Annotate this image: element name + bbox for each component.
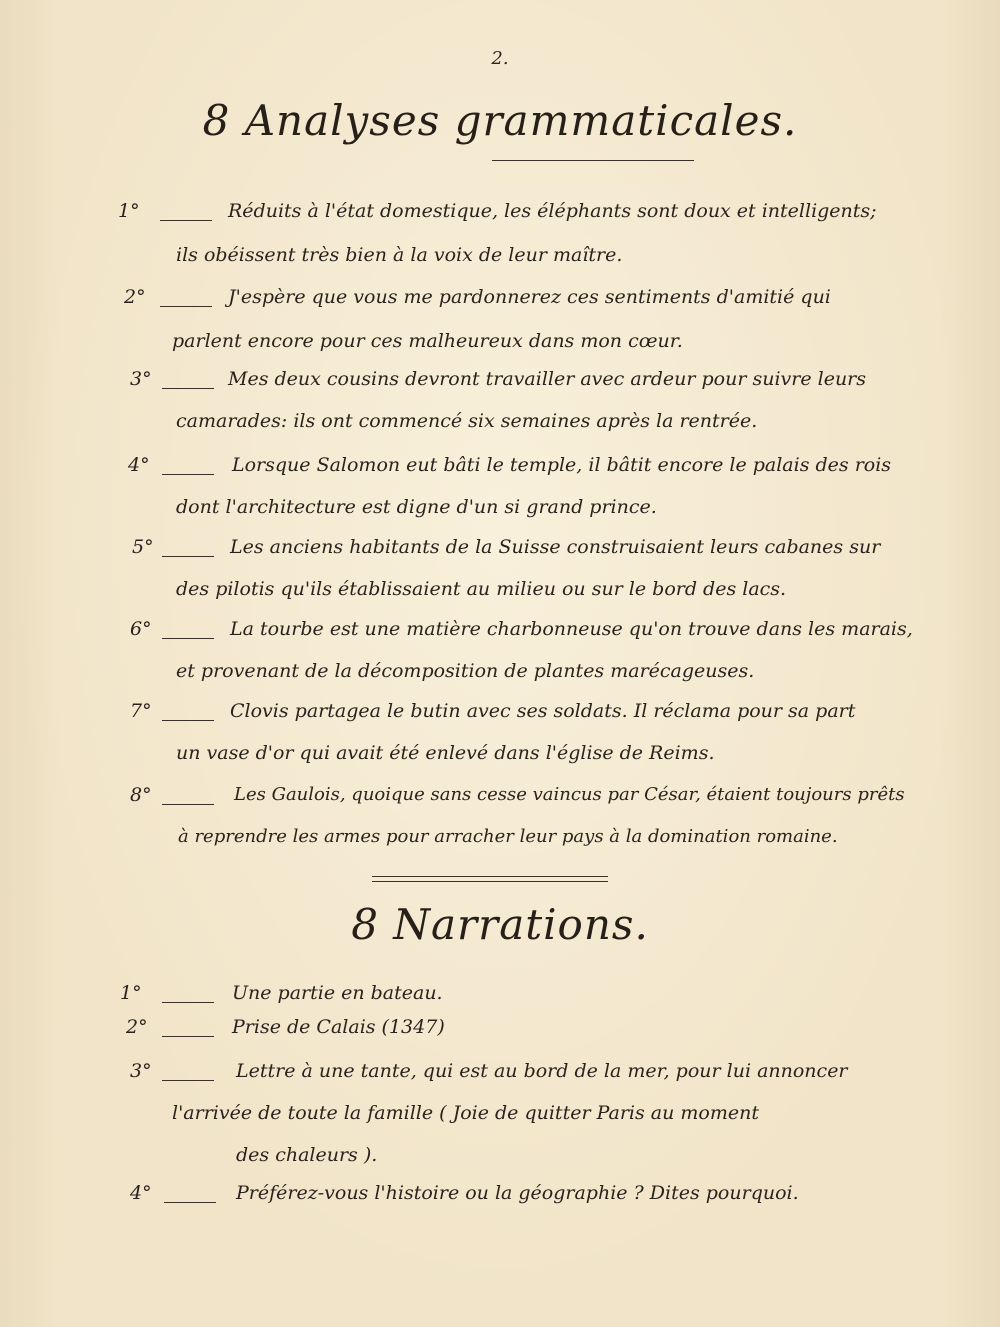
item-text-line: à reprendre les armes pour arracher leur pays à la domination romaine. bbox=[178, 826, 838, 847]
item-dash bbox=[162, 1036, 214, 1037]
item-dash bbox=[162, 474, 214, 475]
item-text-line: et provenant de la décomposition de plantes marécageuses. bbox=[176, 660, 755, 682]
item-text-line: Clovis partagea le butin avec ses soldats. Il réclama pour sa part bbox=[230, 700, 856, 722]
item-dash bbox=[162, 556, 214, 557]
page-number: 2. bbox=[491, 48, 509, 69]
item-number: 3° bbox=[130, 368, 152, 390]
section-title-analyses: 8 Analyses grammaticales. bbox=[202, 96, 798, 145]
item-number: 7° bbox=[130, 700, 152, 722]
item-dash bbox=[160, 306, 212, 307]
item-number: 1° bbox=[118, 200, 140, 222]
item-text-line: Préférez-vous l'histoire ou la géographie ? Dites pourquoi. bbox=[236, 1182, 799, 1204]
item-text-line: Lettre à une tante, qui est au bord de la mer, pour lui annoncer bbox=[236, 1060, 848, 1082]
item-number: 2° bbox=[126, 1016, 148, 1038]
item-text-line: J'espère que vous me pardonnerez ces sentiments d'amitié qui bbox=[228, 286, 831, 308]
item-dash bbox=[162, 720, 214, 721]
item-text-line: camarades: ils ont commencé six semaines après la rentrée. bbox=[176, 410, 758, 432]
item-text-line: ils obéissent très bien à la voix de leur maître. bbox=[176, 244, 623, 266]
item-dash bbox=[162, 804, 214, 805]
item-dash bbox=[162, 388, 214, 389]
item-number: 2° bbox=[124, 286, 146, 308]
item-text-line: un vase d'or qui avait été enlevé dans l'église de Reims. bbox=[176, 742, 715, 764]
item-dash bbox=[162, 638, 214, 639]
item-number: 1° bbox=[120, 982, 142, 1004]
item-text-line: Réduits à l'état domestique, les éléphants sont doux et intelligents; bbox=[228, 200, 877, 222]
item-number: 6° bbox=[130, 618, 152, 640]
item-text-line: Lorsque Salomon eut bâti le temple, il bâtit encore le palais des rois bbox=[232, 454, 892, 476]
item-dash bbox=[162, 1002, 214, 1003]
item-text-line: Les Gaulois, quoique sans cesse vaincus par César, étaient toujours prêts bbox=[234, 784, 905, 805]
section-separator bbox=[372, 876, 608, 882]
item-text-line: Mes deux cousins devront travailler avec ardeur pour suivre leurs bbox=[228, 368, 867, 390]
title-underline bbox=[492, 160, 694, 161]
item-text-line: l'arrivée de toute la famille ( Joie de quitter Paris au moment bbox=[172, 1102, 759, 1124]
item-number: 8° bbox=[130, 784, 152, 806]
section-title-narrations: 8 Narrations. bbox=[351, 900, 649, 949]
item-number: 4° bbox=[130, 1182, 152, 1204]
item-number: 3° bbox=[130, 1060, 152, 1082]
item-text-line: Les anciens habitants de la Suisse construisaient leurs cabanes sur bbox=[230, 536, 881, 558]
item-text-line: des pilotis qu'ils établissaient au milieu ou sur le bord des lacs. bbox=[176, 578, 787, 600]
item-dash bbox=[164, 1202, 216, 1203]
item-text-line: Une partie en bateau. bbox=[232, 982, 443, 1004]
item-number: 5° bbox=[132, 536, 154, 558]
item-text-line: La tourbe est une matière charbonneuse qu'on trouve dans les marais, bbox=[230, 618, 913, 640]
item-text-line: Prise de Calais (1347) bbox=[232, 1016, 445, 1038]
item-number: 4° bbox=[128, 454, 150, 476]
item-text-line: parlent encore pour ces malheureux dans mon cœur. bbox=[172, 330, 683, 352]
item-dash bbox=[162, 1080, 214, 1081]
item-text-line: dont l'architecture est digne d'un si grand prince. bbox=[176, 496, 657, 518]
item-dash bbox=[160, 220, 212, 221]
item-text-line: des chaleurs ). bbox=[236, 1144, 378, 1166]
